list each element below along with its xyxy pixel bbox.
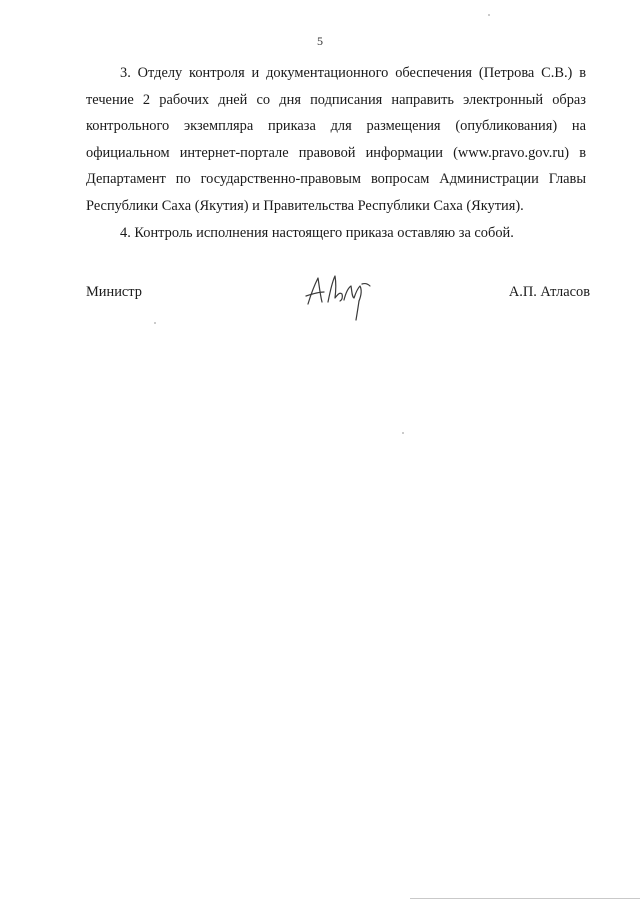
page-number: 5: [317, 34, 323, 48]
scan-speck: [488, 14, 490, 16]
paragraph-4: [86, 220, 586, 247]
scan-edge-line: [410, 898, 640, 899]
scan-speck: [154, 322, 156, 324]
handwritten-signature-icon: [302, 270, 376, 322]
paragraph-3-line-4: официальном интернет-портале правовой информации (www.pravo.gov.ru) в: [86, 144, 586, 161]
paragraph-3-line-5: Департамент по государственно-правовым вопросам Администрации Главы: [86, 171, 586, 188]
scan-speck: [402, 432, 404, 434]
paragraph-3-line-1: 3. Отделу контроля и документационного обеспечения (Петрова С.В.) в: [120, 65, 586, 81]
paragraph-3-line-2: течение 2 рабочих дней со дня подписания направить электронный образ: [86, 91, 586, 108]
signature-block: [86, 282, 590, 322]
signatory-name: А.П. Атласов: [508, 284, 590, 300]
signatory-title: Министр: [86, 284, 142, 300]
document-body: [86, 60, 586, 246]
paragraph-3-line-6: Республики Саха (Якутия) и Правительства Республики Саха (Якутия).: [86, 197, 524, 214]
paragraph-3-line-3: контрольного экземпляра приказа для размещения (опубликования) на: [86, 118, 586, 135]
paragraph-3: [86, 60, 586, 220]
paragraph-4-line-1: 4. Контроль исполнения настоящего приказа оставляю за собой.: [120, 224, 514, 241]
